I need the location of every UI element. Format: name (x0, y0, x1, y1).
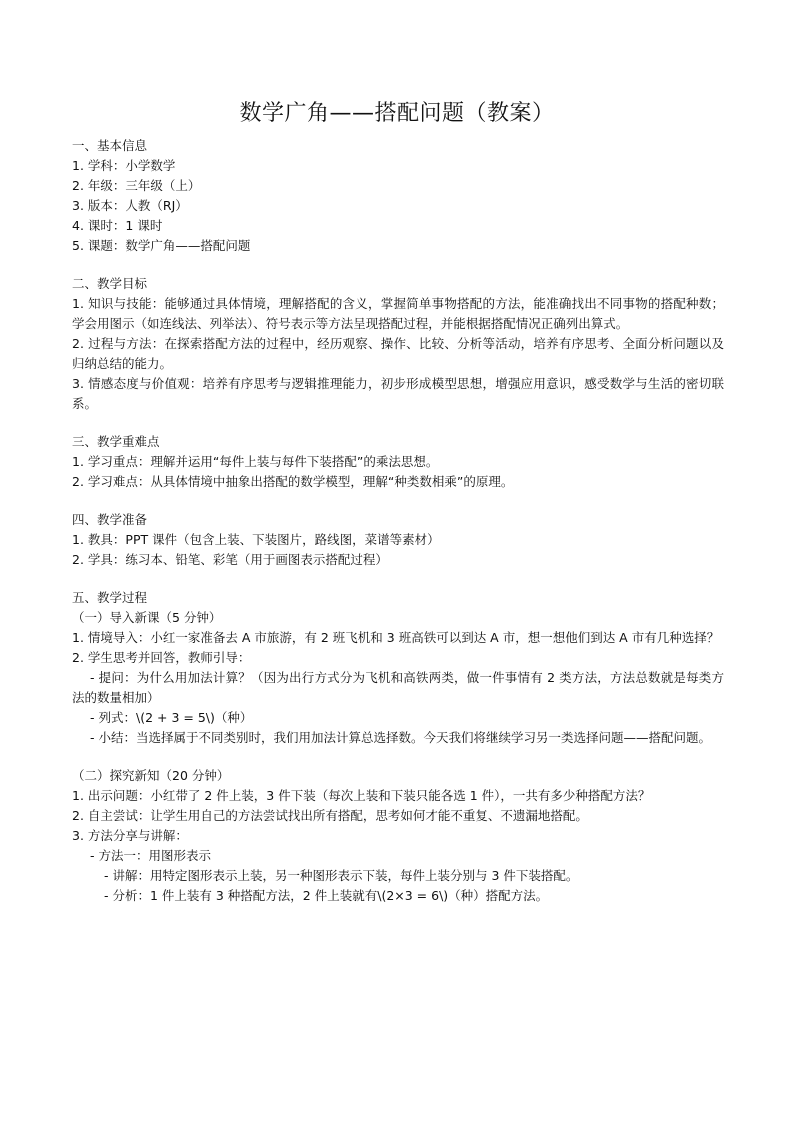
key-point-item: 1. 学习重点：理解并运用“每件上装与每件下装搭配”的乘法思想。 (72, 454, 439, 469)
process-item: 3. 方法分享与讲解： (72, 828, 188, 843)
basic-info-item: 2. 年级：三年级（上） (72, 178, 201, 193)
document-body (72, 136, 724, 906)
method-detail: - 分析：1 件上装有 3 种搭配方法，2 件上装就有\(2×3 = 6\)（种）搭配方法。 (104, 888, 549, 903)
subsection-heading-explore: （二）探究新知（20 分钟） (72, 768, 230, 783)
spacer (72, 492, 724, 510)
method-detail: - 讲解：用特定图形表示上装，另一种图形表示下装，每件上装分别与 3 件下装搭配。 (104, 868, 579, 883)
process-item: 1. 情境导入：小红一家准备去 A 市旅游，有 2 班飞机和 3 班高铁可以到达 A 市，想一想他们到达 A 市有几种选择？ (72, 630, 720, 645)
spacer (72, 570, 724, 588)
basic-info-item: 5. 课题：数学广角——搭配问题 (72, 238, 251, 253)
basic-info-item: 4. 课时：1 课时 (72, 218, 163, 233)
objective-item: 1. 知识与技能：能够通过具体情境，理解搭配的含义，掌握简单事物搭配的方法，能准确找出不同事物的搭配种数；学会用图示（如连线法、列举法）、符号表示等方法呈现搭配过程，并能根据搭配情况正确列出算式。 (72, 296, 724, 331)
spacer (72, 748, 724, 766)
process-sub-item: - 列式：\(2 + 3 = 5\)（种） (90, 710, 253, 725)
process-sub-item: - 小结：当选择属于不同类别时，我们用加法计算总选择数。今天我们将继续学习另一类选择问题——搭配问题。 (90, 730, 711, 745)
section-heading-key-points: 三、教学重难点 (72, 434, 160, 449)
spacer (72, 414, 724, 432)
objective-item: 2. 过程与方法：在探索搭配方法的过程中，经历观察、操作、比较、分析等活动，培养有序思考、全面分析问题以及归纳总结的能力。 (72, 336, 724, 371)
objective-item: 3. 情感态度与价值观：培养有序思考与逻辑推理能力，初步形成模型思想，增强应用意识，感受数学与生活的密切联系。 (72, 376, 724, 411)
document-title: 数学广角——搭配问题（教案） (239, 101, 555, 126)
process-item: 2. 学生思考并回答，教师引导： (72, 650, 251, 665)
method-item: - 方法一：用图形表示 (90, 848, 211, 863)
spacer (72, 256, 724, 274)
process-sub-item: - 提问：为什么用加法计算？（因为出行方式分为飞机和高铁两类，做一件事情有 2 类方法，方法总数就是每类方法的数量相加） (72, 670, 724, 705)
process-item: 1. 出示问题：小红带了 2 件上装，3 件下装（每次上装和下装只能各选 1 件），一共有多少种搭配方法？ (72, 788, 651, 803)
section-heading-process: 五、教学过程 (72, 590, 148, 605)
section-heading-basic-info: 一、基本信息 (72, 138, 148, 153)
basic-info-item: 1. 学科：小学数学 (72, 158, 176, 173)
subsection-heading-intro: （一）导入新课（5 分钟） (72, 610, 222, 625)
preparation-item: 2. 学具：练习本、铅笔、彩笔（用于画图表示搭配过程） (72, 552, 388, 567)
basic-info-item: 3. 版本：人教（RJ） (72, 198, 188, 213)
key-point-item: 2. 学习难点：从具体情境中抽象出搭配的数学模型，理解“种类数相乘”的原理。 (72, 474, 514, 489)
preparation-item: 1. 教具：PPT 课件（包含上装、下装图片，路线图，菜谱等素材） (72, 532, 440, 547)
process-item: 2. 自主尝试：让学生用自己的方法尝试找出所有搭配，思考如何才能不重复、不遗漏地搭配。 (72, 808, 588, 823)
section-heading-objectives: 二、教学目标 (72, 276, 148, 291)
section-heading-preparation: 四、教学准备 (72, 512, 148, 527)
